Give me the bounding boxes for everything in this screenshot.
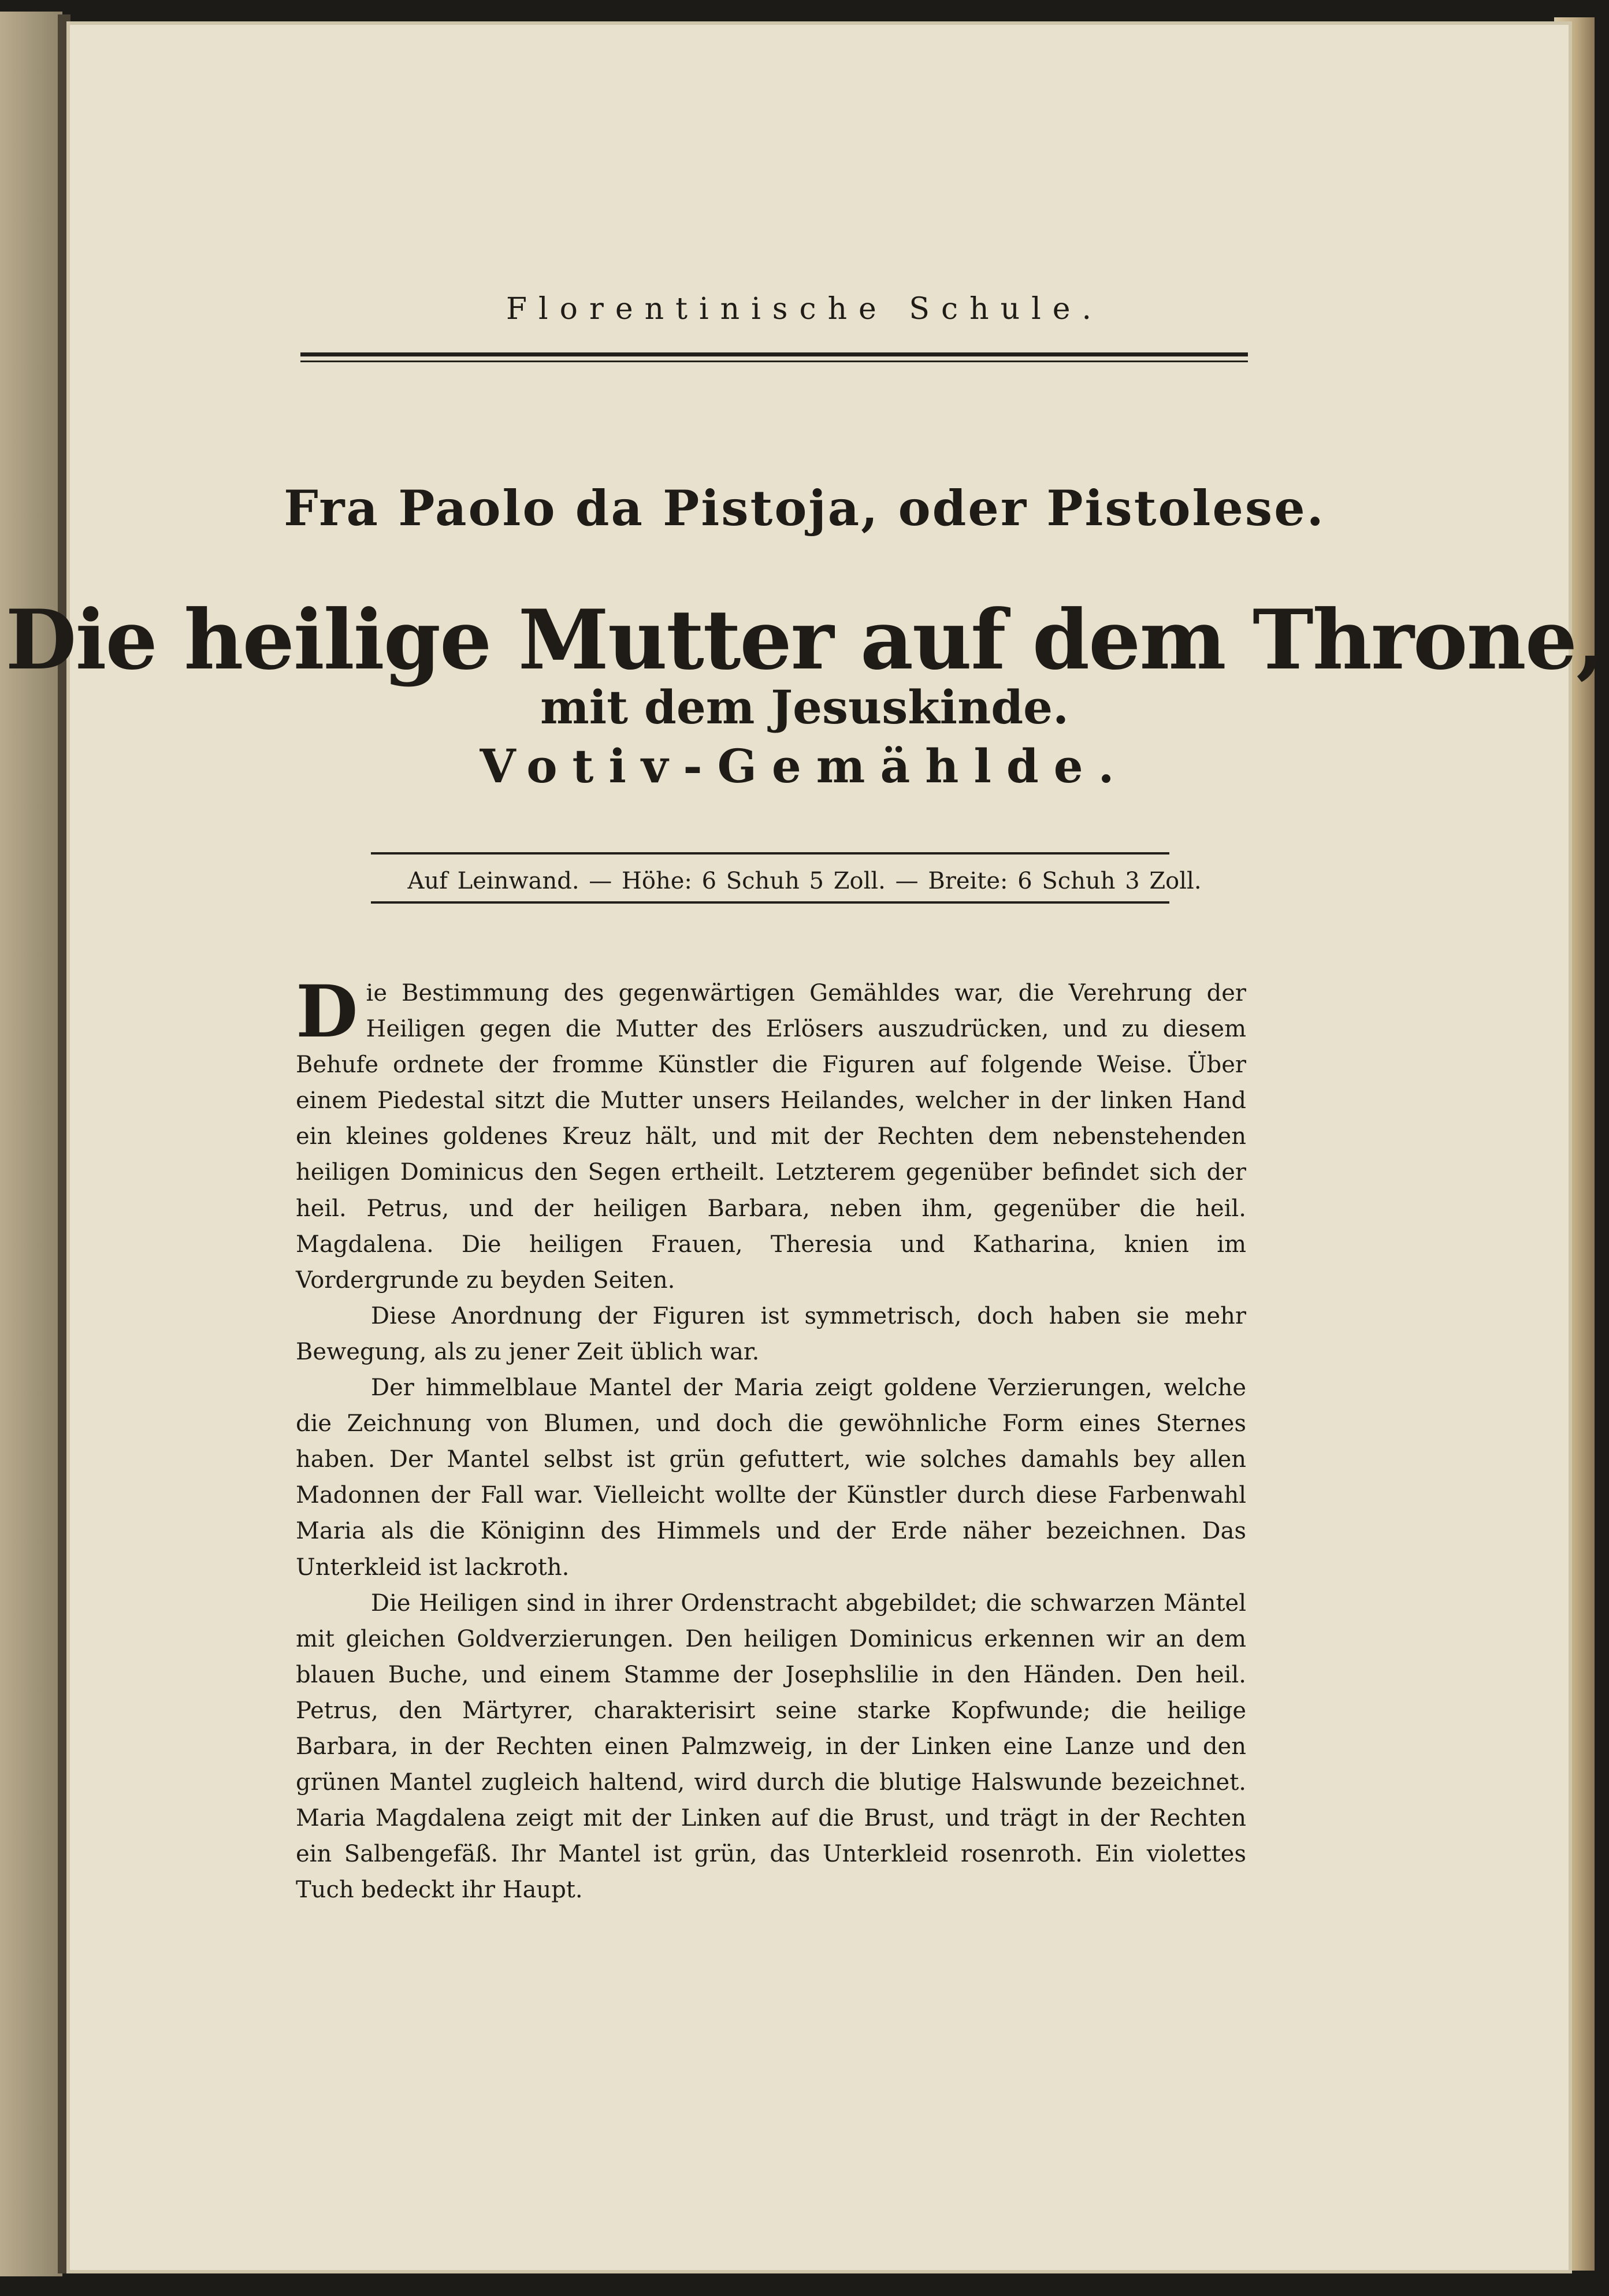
body-text: [296, 970, 1246, 1908]
header-rule-thick: [300, 352, 1248, 356]
canvas-dimensions: Auf Leinwand. — Höhe: 6 Schuh 5 Zoll. — Breite: 6 Schuh 3 Zoll.: [407, 868, 1202, 894]
paragraph-4: Die Heiligen sind in ihrer Ordenstracht abgebildet; die schwarzen Mäntel mit gleichen Goldverzierungen. Den heiligen Dominicus erkennen wir an dem blauen Buche, und einem Stamme der Josephslilie in den Händen. Den heil. Petrus, den Märtyrer, charakterisirt seine starke Kopfwunde; die heilige Barbara, in der Rechten einen Palmzweig, in der Linken eine Lanze und den grünen Mantel zugleich haltend, wird durch die blutige Halswunde bezeichnet. Maria Magdalena zeigt mit der Linken auf die Brust, und trägt in der Rechten ein Salbengefäß. Ihr Mantel ist grün, das Unterkleid rosenroth. Ein violettes Tuch bedeckt ihr Haupt.: [296, 1589, 1246, 1904]
artwork-genre: Votiv-Gemählde.: [480, 739, 1129, 793]
meta-rule-bottom: [371, 901, 1169, 904]
meta-rule-top: [371, 852, 1169, 855]
school-header: Florentinische Schule.: [506, 292, 1103, 326]
artwork-title: Die heilige Mutter auf dem Throne,: [5, 592, 1604, 688]
artwork-subtitle: mit dem Jesuskinde.: [540, 680, 1069, 734]
paragraph-3: Der himmelblaue Mantel der Maria zeigt goldene Verzierungen, welche die Zeichnung von Blumen, und doch die gewöhnliche Form eines Sternes haben. Der Mantel selbst ist grün gefuttert, wie solches damahls bey allen Madonnen der Fall war. Vielleicht wollte der Künstler durch diese Farbenwahl Maria als die Königinn des Himmels und der Erde näher bezeichnen. Das Unterkleid ist lackroth.: [296, 1374, 1246, 1581]
drop-cap: D: [296, 970, 358, 1054]
paragraph-1: [296, 970, 1246, 1298]
paragraph-2: Diese Anordnung der Figuren ist symmetrisch, doch haben sie mehr Bewegung, als zu jener Zeit üblich war.: [296, 1302, 1246, 1365]
header-rule-thin: [300, 361, 1248, 362]
artist-name: Fra Paolo da Pistoja, oder Pistolese.: [284, 480, 1325, 537]
paragraph-1-text: ie Bestimmung des gegenwärtigen Gemähldes war, die Verehrung der Heiligen gegen die Mutter des Erlösers auszudrücken, und zu diesem Behufe ordnete der fromme Künstler die Figuren auf folgende Weise. Über einem Piedestal sitzt die Mutter unsers Heilandes, welcher in der linken Hand ein kleines goldenes Kreuz hält, und mit der Rechten dem nebenstehenden heiligen Dominicus den Segen ertheilt. Letzterem gegenüber befindet sich der heil. Petrus, und der heiligen Barbara, neben ihm, gegenüber die heil. Magdalena. Die heiligen Frauen, Theresia und Katharina, knien im Vordergrunde zu beyden Seiten.: [296, 980, 1246, 1294]
